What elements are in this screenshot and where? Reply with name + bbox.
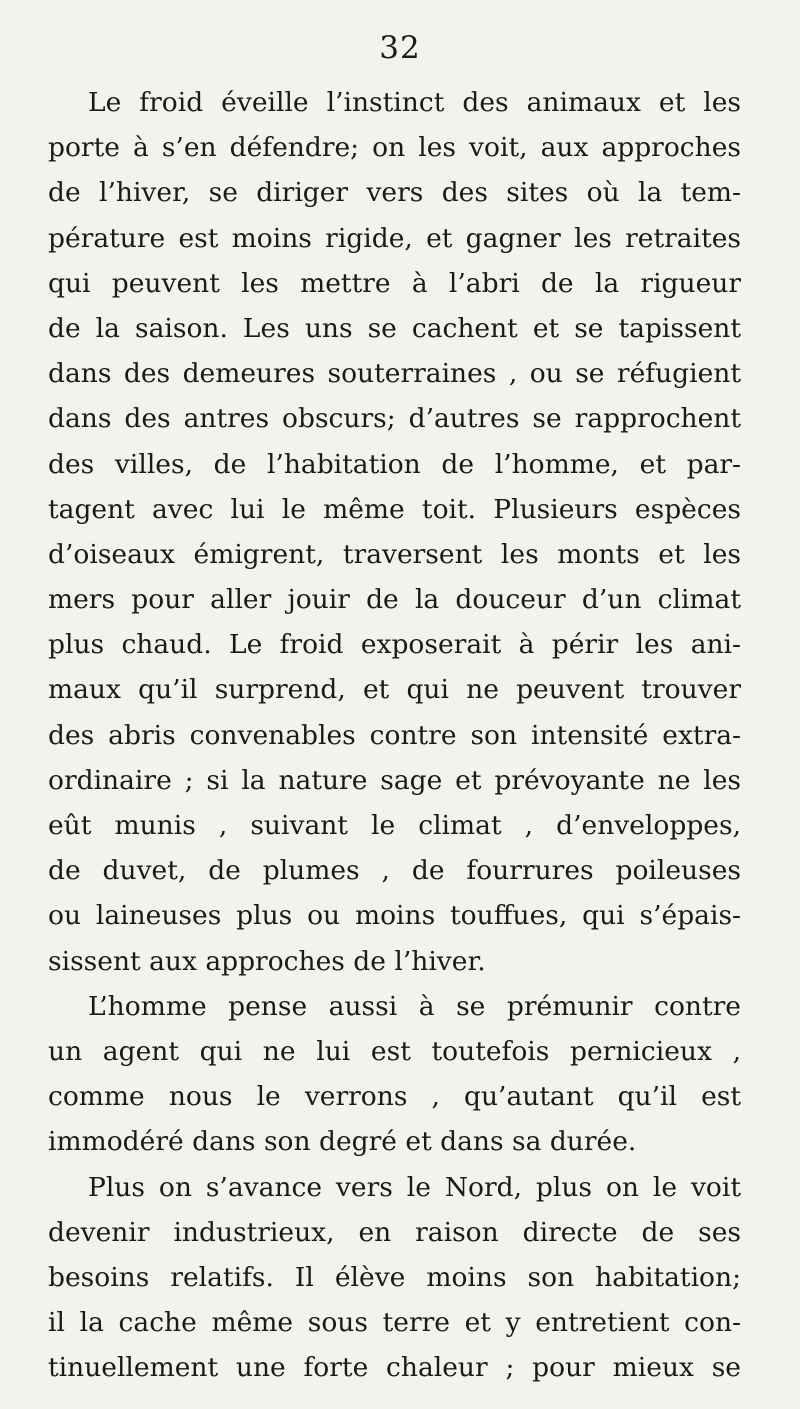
- text-line: porte à s’en défendre; on les voit, aux approches: [48, 132, 741, 164]
- text-line: dans des antres obscurs; d’autres se rapprochent: [48, 403, 741, 435]
- text-line: eût munis , suivant le climat , d’enveloppes,: [48, 810, 741, 841]
- text-line: mers pour aller jouir de la douceur d’un climat: [48, 584, 741, 616]
- text-line: comme nous le verrons , qu’autant qu’il est: [48, 1081, 741, 1113]
- page-number: 32: [379, 30, 421, 66]
- text-line: immodéré dans son degré et dans sa durée.: [48, 1126, 637, 1158]
- text-line: devenir industrieux, en raison directe de ses: [48, 1216, 741, 1248]
- text-line: Plus on s’avance vers le Nord, plus on le voit: [88, 1171, 741, 1203]
- text-line: tagent avec lui le même toit. Plusieurs espèces: [48, 493, 741, 525]
- text-line: d’oiseaux émigrent, traversent les monts et les: [48, 538, 741, 570]
- text-line: il la cache même sous terre et y entretient con-: [48, 1307, 741, 1339]
- paragraph-instinct-animaux: [48, 80, 741, 984]
- text-line: un agent qui ne lui est toutefois pernicieux ,: [48, 1035, 741, 1067]
- text-line: plus chaud. Le froid exposerait à périr les ani-: [48, 629, 741, 661]
- text-line: dans des demeures souterraines , ou se réfugient: [48, 358, 741, 390]
- text-line: L’homme pense aussi à se prémunir contre: [88, 990, 741, 1022]
- paragraph-vers-le-nord: [48, 1165, 741, 1391]
- paragraph-homme-premunir: [48, 984, 741, 1165]
- text-line: maux qu’il surprend, et qui ne peuvent trouver: [48, 674, 741, 706]
- text-line: ou laineuses plus ou moins touffues, qui s’épais-: [48, 900, 741, 932]
- text-line: des villes, de l’habitation de l’homme, et par-: [48, 448, 741, 480]
- text-line: des abris convenables contre son intensité extra-: [48, 719, 741, 751]
- text-body: [48, 80, 741, 1390]
- text-line: de l’hiver, se diriger vers des sites où la tem-: [48, 177, 741, 209]
- text-line: besoins relatifs. Il élève moins son habitation;: [48, 1261, 741, 1293]
- text-line: pérature est moins rigide, et gagner les retraites: [48, 222, 741, 254]
- text-line: Le froid éveille l’instinct des animaux et les: [88, 87, 741, 118]
- text-line: de la saison. Les uns se cachent et se tapissent: [48, 312, 741, 344]
- text-line: qui peuvent les mettre à l’abri de la rigueur: [48, 267, 741, 299]
- text-line: sissent aux approches de l’hiver.: [48, 945, 486, 977]
- text-line: de duvet, de plumes , de fourrures poileuses: [48, 855, 741, 887]
- text-line: ordinaire ; si la nature sage et prévoyante ne les: [48, 764, 741, 796]
- text-line: tinuellement une forte chaleur ; pour mieux se: [48, 1352, 741, 1384]
